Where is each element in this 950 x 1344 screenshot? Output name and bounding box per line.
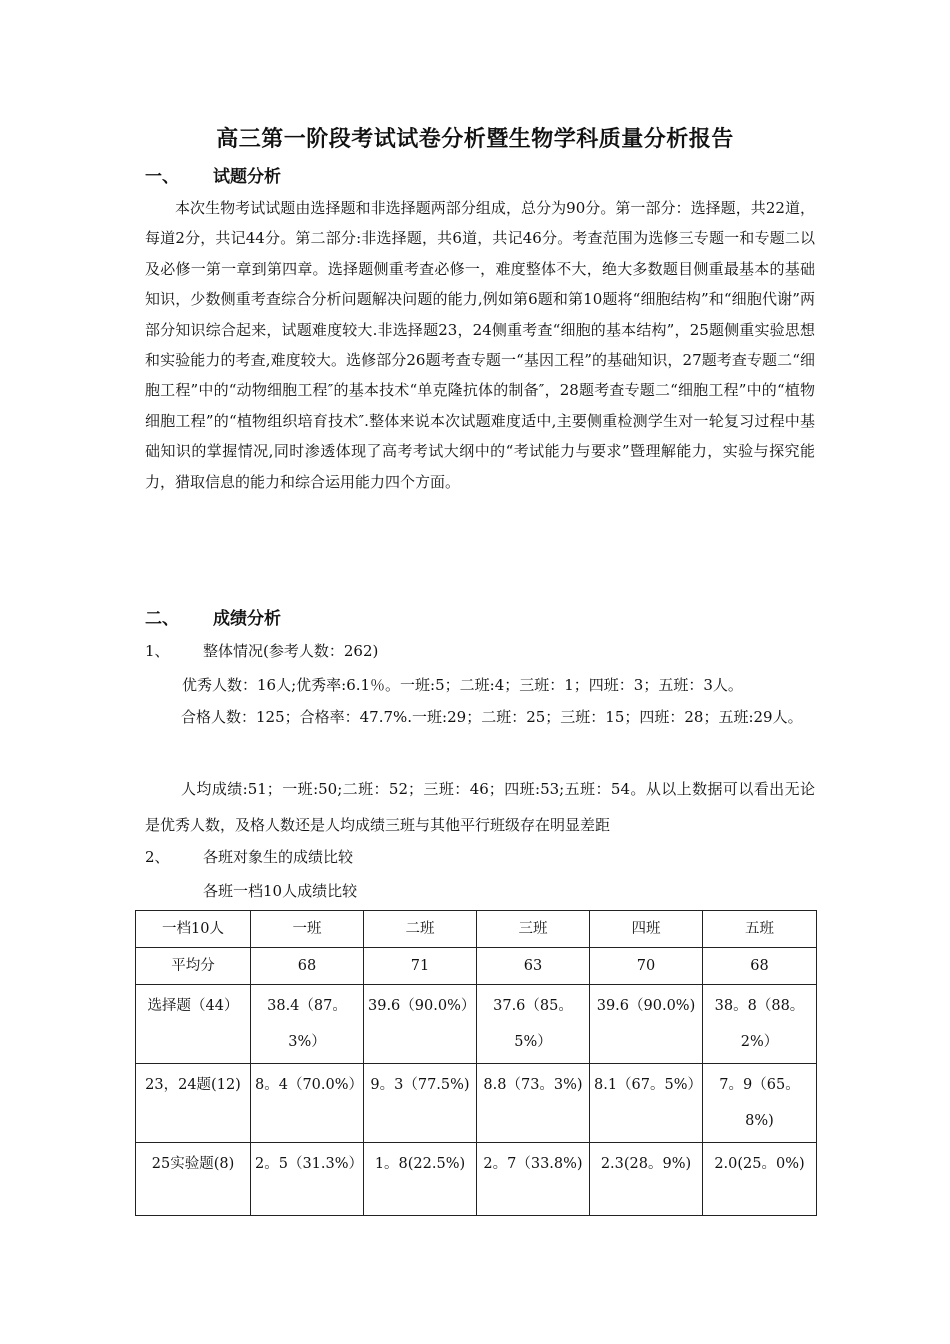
subsection-class-comparison xyxy=(145,846,353,867)
section-heading-analysis xyxy=(145,162,281,187)
table-cell: 2。5（31.3%） xyxy=(251,1143,364,1216)
table-caption: 各班一档10人成绩比较 xyxy=(203,882,358,900)
table-cell: 70 xyxy=(590,948,703,985)
table-cell: 39.6（90.0%) xyxy=(590,985,703,1064)
table-cell: 38.4（87。3%） xyxy=(251,985,364,1064)
table-cell: 2.0(25。0%) xyxy=(703,1143,817,1216)
table-cell: 38。8（88。2%） xyxy=(703,985,817,1064)
pass-stats: 合格人数：125；合格率：47.7%.一班:29；二班：25；三班：15；四班：28；五班:29人。 xyxy=(181,708,803,726)
header-cell: 四班 xyxy=(590,911,703,948)
table-cell: 2。7（33.8%) xyxy=(477,1143,590,1216)
question-analysis-paragraph: 本次生物考试试题由选择题和非选择题两部分组成，总分为90分。第一部分：选择题，共22道，每道2分，共记44分。第二部分:非选择题，共6道，共记46分。考查范围为选修三专题一和专题二以及必修一第一章到第四章。选择题侧重考查必修一，难度整体不大，绝大多数题目侧重最基本的基础知识，少数侧重考查综合分析问题解决问题的能力,例如第6题和第10题将“细胞结构”和“细胞代谢”两部分知识综合起来，试题难度较大.非选择题23，24侧重考查“细胞的基本结构”，25题侧重实验思想和实验能力的考查,难度较大。选修部分26题考查专题一“基因工程”的基础知识，27题考查专题二“细胞工程”中的“动物细胞工程″的基本技术“单克隆抗体的制备″，28题考查专题二“细胞工程”中的“植物细胞工程”的“植物组织培育技术″.整体来说本次试题难度适中,主要侧重检测学生对一轮复习过程中基础知识的掌握情况,同时渗透体现了高考考试大纲中的“考试能力与要求”暨理解能力，实验与探究能力，猎取信息的能力和综合运用能力四个方面。 xyxy=(145,199,815,491)
table-cell: 平均分 xyxy=(136,948,251,985)
subsection-label: 各班对象生的成绩比较 xyxy=(203,848,354,866)
header-cell: 一档10人 xyxy=(136,911,251,948)
subsection-number: 2、 xyxy=(145,848,170,866)
table-cell: 23，24题(12) xyxy=(136,1064,251,1143)
table-row xyxy=(136,1064,817,1143)
subsection-label: 整体情况(参考人数：262) xyxy=(203,642,379,660)
table-cell: 8。4（70.0%） xyxy=(251,1064,364,1143)
excellent-stats: 优秀人数：16人;优秀率:6.1％。一班:5；二班:4；三班：1；四班：3；五班：3人。 xyxy=(182,676,743,694)
table-cell: 2.3(28。9%) xyxy=(590,1143,703,1216)
average-stats: 人均成绩:51；一班:50;二班：52；三班：46；四班:53;五班：54。从以上数据可以看出无论是优秀人数，及格人数还是人均成绩三班与其他平行班级存在明显差距 xyxy=(145,780,815,834)
table-cell: 1。8(22.5%) xyxy=(364,1143,477,1216)
table-cell: 71 xyxy=(364,948,477,985)
table-header-row xyxy=(136,911,817,948)
section-title: 成绩分析 xyxy=(213,609,281,629)
subsection-overall xyxy=(145,640,378,661)
table-cell: 37.6（85。5%） xyxy=(477,985,590,1064)
section-number: 一、 xyxy=(145,167,179,187)
section-title: 试题分析 xyxy=(213,167,281,187)
header-cell: 一班 xyxy=(251,911,364,948)
header-cell: 五班 xyxy=(703,911,817,948)
table-cell: 63 xyxy=(477,948,590,985)
table-cell: 39.6（90.0%） xyxy=(364,985,477,1064)
table-cell: 9。3（77.5%) xyxy=(364,1064,477,1143)
table-cell: 68 xyxy=(251,948,364,985)
table-cell: 选择题（44） xyxy=(136,985,251,1064)
table-cell: 7。9（65。8%) xyxy=(703,1064,817,1143)
table-row xyxy=(136,948,817,985)
header-cell: 二班 xyxy=(364,911,477,948)
table-cell: 8.8（73。3%) xyxy=(477,1064,590,1143)
table-cell: 68 xyxy=(703,948,817,985)
table-row xyxy=(136,1143,817,1216)
section-number: 二、 xyxy=(145,609,179,629)
header-cell: 三班 xyxy=(477,911,590,948)
subsection-number: 1、 xyxy=(145,642,170,660)
table-cell: 25实验题(8) xyxy=(136,1143,251,1216)
table-row xyxy=(136,985,817,1064)
table-cell: 8.1（67。5%） xyxy=(590,1064,703,1143)
score-comparison-table xyxy=(135,910,817,1216)
document-title: 高三第一阶段考试试卷分析暨生物学科质量分析报告 xyxy=(216,126,734,152)
section-heading-scores xyxy=(145,604,281,629)
